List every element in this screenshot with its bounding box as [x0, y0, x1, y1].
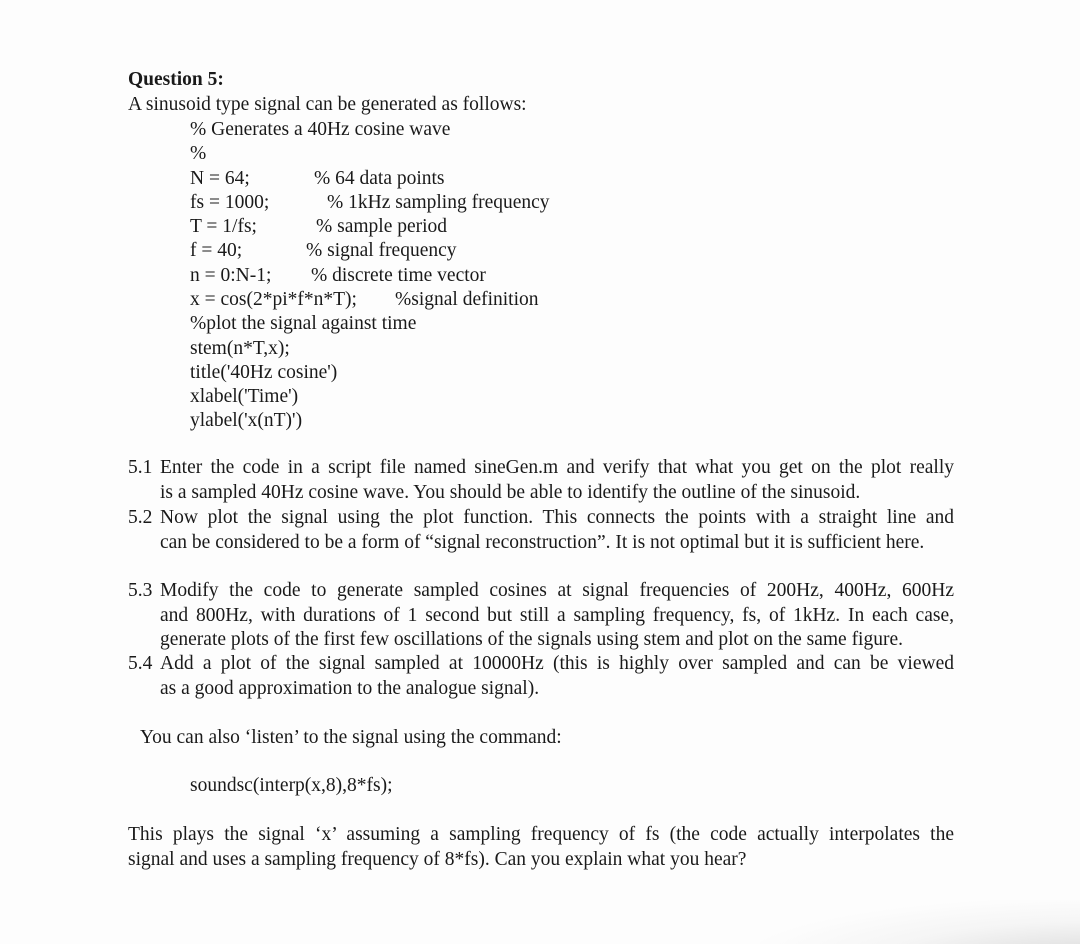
task-text: can be considered to be a form of “signal reconstruction”. It is not optimal but it is sufficient here. [160, 531, 925, 553]
task-text-first-line: Now plot the signal using the plot function. This connects the points with a straight line and [160, 507, 954, 528]
task-text: as a good approximation to the analogue signal). [160, 677, 540, 699]
code-plot-line: title('40Hz cosine') [190, 362, 338, 383]
code-plot-line: xlabel('Time') [190, 386, 299, 407]
code-comment-blank: % [190, 143, 207, 164]
task-text: is a sampled 40Hz cosine wave. You should be able to identify the outline of the sinusoid. [160, 481, 861, 503]
task-text: and 800Hz, with durations of 1 second but still a sampling frequency, fs, of 1kHz. In each case, generate plots of the first few oscillations of the signals using stem and plot on the same figure. [160, 604, 954, 650]
task-number: 5.1 [128, 457, 153, 478]
code-line-comment: % discrete time vector [311, 265, 486, 286]
task-number: 5.3 [128, 580, 153, 601]
code-plot-line: ylabel('x(nT)') [190, 410, 303, 431]
task-item-5-3 [128, 579, 954, 653]
code-line: x = cos(2*pi*f*n*T); [190, 289, 357, 310]
code-comment-header: % Generates a 40Hz cosine wave [190, 119, 451, 140]
page-corner-shadow [760, 900, 1080, 944]
code-line-comment: % 64 data points [314, 168, 445, 189]
question-heading: Question 5: [128, 69, 224, 90]
task-text-first-line: Enter the code in a script file named sineGen.m and verify that what you get on the plot really [160, 457, 954, 478]
code-plot-comment: %plot the signal against time [190, 313, 417, 334]
code-line: f = 40; [190, 240, 243, 261]
code-line: N = 64; [190, 168, 250, 189]
closing-line-2: signal and uses a sampling frequency of 8*fs). Can you explain what you hear? [128, 849, 747, 870]
task-item-5-4 [128, 652, 954, 701]
closing-line-1: This plays the signal ‘x’ assuming a sampling frequency of fs (the code actually interpolates the [128, 824, 954, 845]
task-item-5-1 [128, 456, 954, 505]
code-line: T = 1/fs; [190, 216, 257, 237]
code-line: fs = 1000; [190, 192, 270, 213]
question-intro: A sinusoid type signal can be generated as follows: [128, 94, 527, 115]
code-line: n = 0:N-1; [190, 265, 272, 286]
task-item-5-2 [128, 506, 954, 555]
code-line-comment: % 1kHz sampling frequency [327, 192, 550, 213]
task-number: 5.2 [128, 507, 153, 528]
listen-text: You can also ‘listen’ to the signal using the command: [140, 727, 562, 748]
code-line-comment: % sample period [316, 216, 448, 237]
task-text-first-line: Modify the code to generate sampled cosines at signal frequencies of 200Hz, 400Hz, 600Hz [160, 580, 954, 601]
task-text-first-line: Add a plot of the signal sampled at 10000Hz (this is highly over sampled and can be viewed [160, 653, 954, 674]
listen-command: soundsc(interp(x,8),8*fs); [190, 775, 393, 796]
code-line-comment: % signal frequency [306, 240, 457, 261]
code-plot-line: stem(n*T,x); [190, 338, 290, 359]
task-number: 5.4 [128, 653, 153, 674]
code-line-comment: %signal definition [395, 289, 539, 310]
